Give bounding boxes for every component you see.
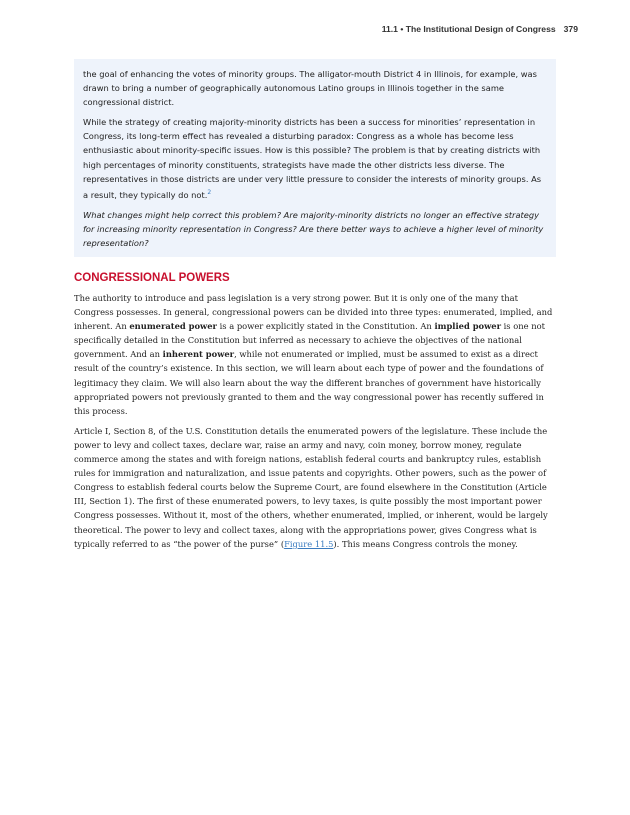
text-run: is one not specifically detailed in the Constitution but inferred as necessary to achieve the objectives of the national government. And an	[74, 321, 545, 360]
text-run: , while not enumerated or implied, must be assumed to exist as a direct result of the country’s existence. In this section, we will learn about each type of power and the foundations of legitimacy they claim. We will also learn about the way the different branches of government have historically appropriated powers not previously granted to them and the way congressional power has recently suffered in this process.	[74, 349, 544, 416]
feature-paragraph-2-text: While the strategy of creating majority-minority districts has been a success for minorities’ representation in Congress, its long-term effect has revealed a disturbing paradox: Congress as a whole has become less enthusiastic about minority-specific issues. How is this possible? The problem is that by creating districts with high percentages of minority constituents, strategists have made the other districts less diverse. The representatives in those districts are under very little pressure to consider the interests of minority groups. As a result, they typically do not.	[83, 117, 542, 200]
footnote-link[interactable]: 2	[207, 188, 212, 196]
header-section-title: 11.1 • The Institutional Design of Congress	[381, 24, 556, 34]
running-header	[382, 24, 578, 34]
paragraph-article-one	[74, 424, 556, 551]
feature-paragraph-2	[83, 115, 547, 201]
body-text	[74, 291, 556, 557]
text-run: Article I, Section 8, of the U.S. Constitution details the enumerated powers of the legislature. These include the power to levy and collect taxes, declare war, raise an army and navy, coin money, borrow money, regulate commerce among the states and with foreign nations, establish federal courts and bankruptcy rules, establish rules for immigration and naturalization, and issue patents and copyrights. Other powers, such as the power of Congress to establish federal courts below the Supreme Court, are found elsewhere in the Constitution (Article III, Section 1). The first of these enumerated powers, to levy taxes, is quite possibly the most important power Congress possesses. Without it, most of the others, whether enumerated, implied, or inherent, would be largely theoretical. The power to levy and collect taxes, along with the appropriations power, gives Congress what is typically referred to as “the power of the purse” (	[74, 425, 548, 549]
section-heading: CONGRESSIONAL POWERS	[74, 272, 230, 284]
feature-paragraph-1: the goal of enhancing the votes of minority groups. The alligator-mouth District 4 in Illinois, for example, was drawn to bring a number of geographically autonomous Latino groups in Illinois together in the same congressional district.	[83, 69, 537, 108]
feature-question: What changes might help correct this problem? Are majority-minority districts no longer an effective strategy for increasing minority representation in Congress? Are there better ways to achieve a higher level of minority representation?	[83, 209, 544, 248]
figure-link[interactable]: Figure 11.5	[284, 538, 334, 549]
key-term-inherent-power: inherent power	[162, 349, 235, 360]
text-run: is a power explicitly stated in the Constitution. An	[216, 321, 435, 332]
feature-box	[74, 59, 556, 257]
text-run: ). This means Congress controls the money.	[333, 538, 518, 549]
page-number: 379	[563, 24, 578, 34]
paragraph-powers-types	[74, 291, 556, 418]
key-term-enumerated-power: enumerated power	[129, 321, 217, 332]
text-run: The authority to introduce and pass legislation is a very strong power. But it is only one of the many that Congress possesses. In general, congressional powers can be divided into three types: enumerated, implied, and inherent. An	[74, 293, 553, 332]
key-term-implied-power: implied power	[434, 321, 501, 332]
